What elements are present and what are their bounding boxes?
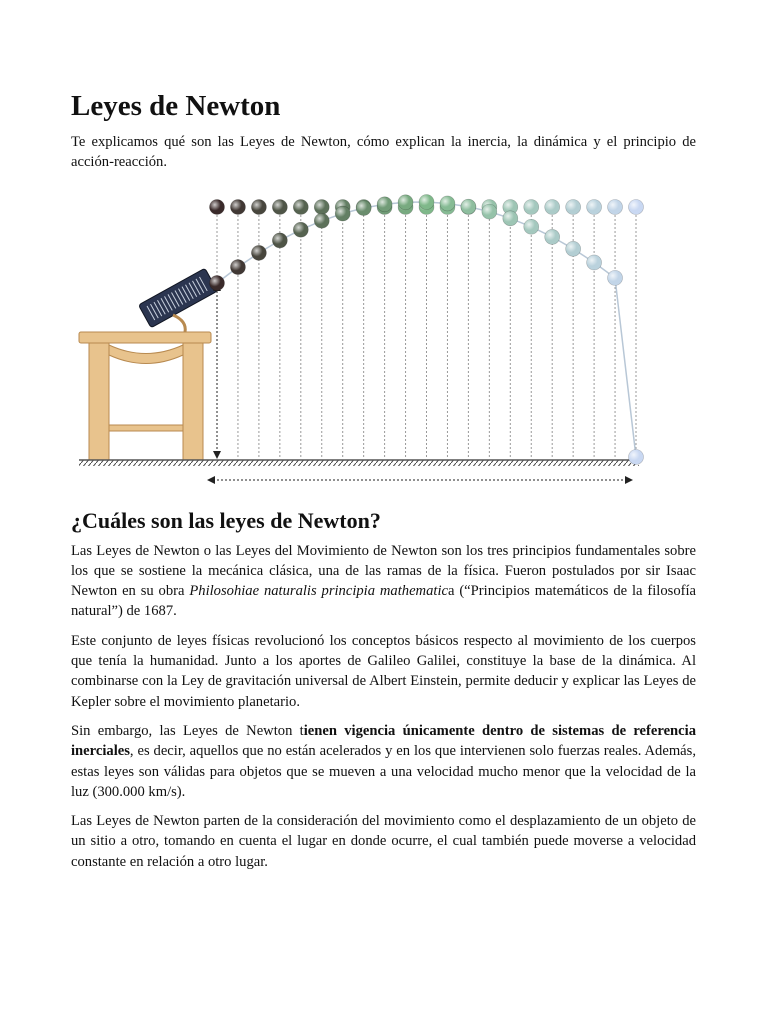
projectile-ball-shine [230,259,245,274]
table-leg [89,343,109,460]
paragraph-1-text: Las Leyes de Newton o las Leyes del Movimiento de Newton son los tres principios fundamentales sobre los que se sostiene la mecánica clásica, una de las ramas de la física. Fueron postulados por sir Isaac Newton en su obra [71,542,696,600]
distance-arrow-head [625,476,633,484]
paragraph-2: Este conjunto de leyes físicas revolucionó los conceptos básicos respecto al movimiento de los cuerpos que tenía la humanidad. Junto a los aportes de Galileo Galilei, constituye la base de la dinámica. Al combinarse con la Ley de gravitación universal de Albert Einstein, permite deducir y explicar las Leyes de Kepler sobre el movimiento planetario. [71,632,696,710]
reference-ball-shine [629,199,644,214]
table-rail [109,425,183,431]
reference-ball-shine [230,199,245,214]
projectile-ball-shine [503,210,518,225]
projectile-motion-figure [61,187,686,487]
paragraph-4: Las Leyes de Newton parten de la consideración del movimiento como el desplazamiento de un objeto de un sitio a otro, tomando en cuenta el lugar en donde ocurre, el cual también puede moverse a velocidad constante en relación a otro lugar. [71,813,696,870]
height-arrow-head [213,451,221,459]
paragraph-1 [71,541,696,622]
reference-ball-shine [293,199,308,214]
reference-ball-shine [314,199,329,214]
projectile-ball-shine [566,241,581,256]
projectile-ball-shine [293,222,308,237]
book-title: Philosohiae naturalis principia mathematic [189,583,448,600]
article [71,88,696,881]
projectile-ball-shine [461,199,476,214]
projectile-ball-shine [335,206,350,221]
projectile-ball-shine [608,270,623,285]
reference-ball-shine [524,199,539,214]
reference-ball-shine [210,199,225,214]
intro-paragraph: Te explicamos qué son las Leyes de Newton, cómo explican la inercia, la dinámica y el principio de acción-reacción. [71,134,696,171]
table-top [79,332,211,343]
projectile-motion-illustration [61,187,686,487]
paragraph-3-text-end: , es decir, aquellos que no están acelerados y en los que intervienen solo fuerzas reales. Además, estas leyes son válidas para objetos que se mueven a una velocidad mucho menor que la velocidad de la luz (300.000 km/s). [71,743,696,800]
projectile-ball-shine [545,229,560,244]
table-leg [183,343,203,460]
projectile-ball-shine [251,245,266,260]
distance-arrow-head [207,476,215,484]
reference-ball-shine [608,199,623,214]
projectile-ball-shine [377,196,392,211]
projectile-ball-shine [629,449,644,464]
projectile-ball-shine [398,194,413,209]
page-title: Leyes de Newton [71,90,281,122]
paragraph-3-text: Sin embargo, las Leyes de Newton t [71,722,304,739]
reference-ball-shine [566,199,581,214]
projectile-ball-shine [419,194,434,209]
projectile-ball-shine [524,219,539,234]
projectile-ball-shine [314,213,329,228]
reference-ball-shine [587,199,602,214]
paragraph-3-emphasis: ienen vigencia únicamente dentro de sistemas de referencia inerciales [71,722,696,760]
paragraph-1-text-end: a (“Principios matemáticos de la filosofía natural”) de 1687. [71,583,697,620]
ground [79,460,639,466]
projectile-ball-shine [482,204,497,219]
projectile-ball-shine [272,233,287,248]
table-apron [109,345,183,364]
projectile-ball-shine [587,255,602,270]
paragraph-3 [71,721,696,802]
reference-ball-shine [545,199,560,214]
section-heading: ¿Cuáles son las leyes de Newton? [71,507,381,533]
projectile-ball-shine [440,196,455,211]
projectile-ball-shine [356,200,371,215]
reference-ball-shine [251,199,266,214]
cannon-support [173,315,185,332]
projectile-ball-shine [210,275,225,290]
reference-ball-shine [272,199,287,214]
